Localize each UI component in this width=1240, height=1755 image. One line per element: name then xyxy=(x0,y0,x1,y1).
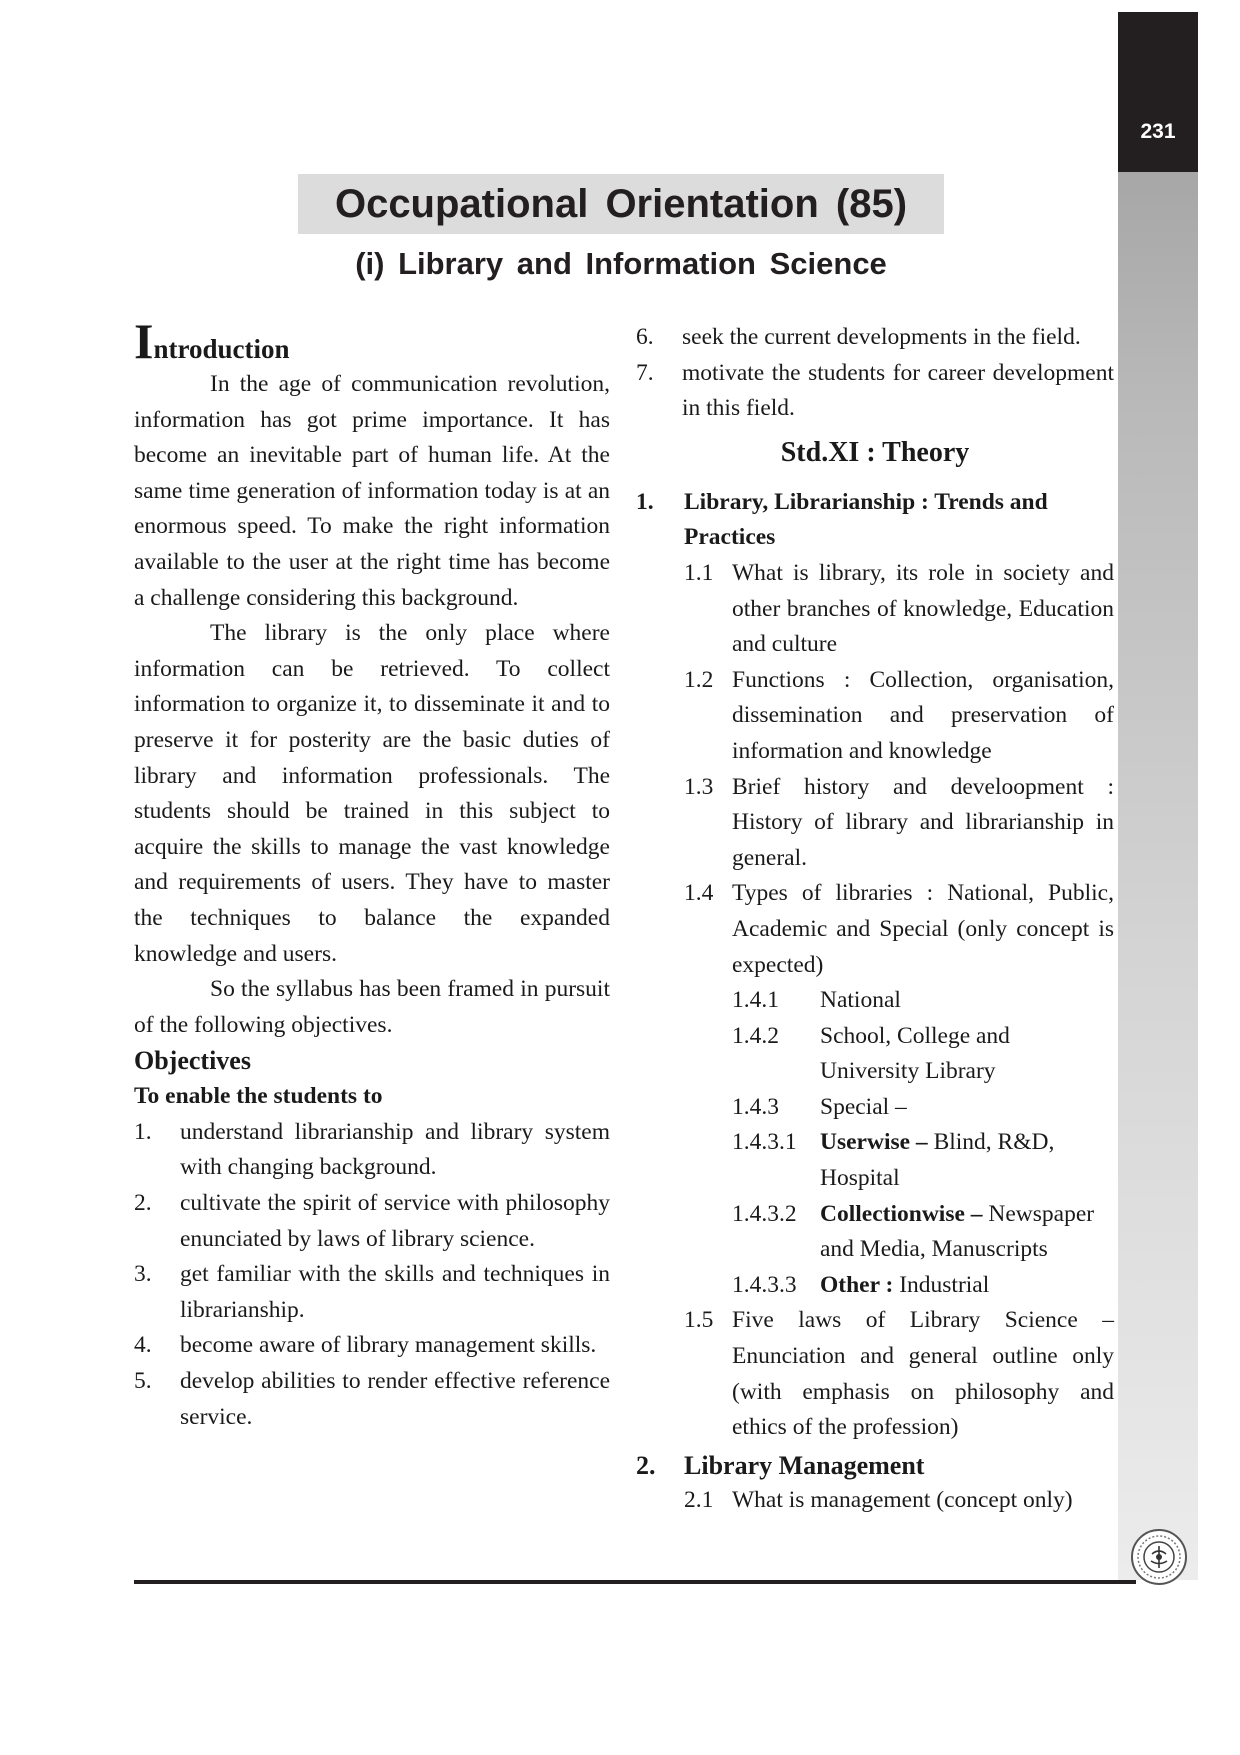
objective-number: 3. xyxy=(134,1261,152,1288)
subtopic-item xyxy=(732,1019,1114,1090)
introduction-heading xyxy=(134,313,610,369)
subtopic-bold-label: Userwise – xyxy=(820,1129,928,1156)
std-heading: Std.XI : Theory xyxy=(780,436,970,468)
objective-number: 7. xyxy=(636,359,654,386)
page-tab xyxy=(1118,12,1198,172)
subtopic-item xyxy=(732,983,1114,1019)
subtopic-bold-label: Other : xyxy=(820,1271,894,1298)
subtopic-text xyxy=(820,1125,1114,1196)
topic-text: Types of libraries : National, Public, Academic and Special (only concept is expected) xyxy=(732,880,1114,978)
page-subtitle: (i) Library and Information Science xyxy=(355,246,887,281)
subtopic-number: 1.4.3.3 xyxy=(732,1271,797,1298)
drop-cap: I xyxy=(134,313,154,369)
objective-number: 5. xyxy=(134,1368,152,1395)
topic-item xyxy=(684,770,1114,877)
page-title: Occupational Orientation (85) xyxy=(298,174,944,234)
topic-number: 1.3 xyxy=(684,773,714,800)
intro-paragraph: In the age of communication revolution, information has got prime importance. It has become an inevitable part of human life. At the same time generation of information today is at an enormous speed. To make the right information available to the user at the right time has become a challenge considering this background. xyxy=(134,371,610,611)
subtopic-text xyxy=(820,1197,1114,1268)
topic-item xyxy=(684,1483,1114,1519)
side-band xyxy=(1118,12,1198,1580)
subtopic-detail: Newspaper and Media, Manuscripts xyxy=(820,1200,1095,1263)
unit-number: 2. xyxy=(636,1450,656,1480)
subtopic-text: National xyxy=(820,987,901,1014)
topic-text: Functions : Collection, organisation, dissemination and preservation of information and knowledge xyxy=(732,666,1114,764)
unit-heading xyxy=(636,485,1114,556)
objective-item xyxy=(134,1257,610,1328)
objectives-lead: To enable the students to xyxy=(134,1083,383,1110)
objective-number: 1. xyxy=(134,1118,152,1145)
subtopic-number: 1.4.3.2 xyxy=(732,1200,797,1227)
topic-text: What is management (concept only) xyxy=(732,1487,1073,1514)
left-column xyxy=(134,313,610,1435)
intro-paragraph: The library is the only place where information can be retrieved. To collect information to organize it, to disseminate it and to preserve it for posterity are the basic duties of library and information professionals. The students should be trained in this subject to acquire the skills to manage the vast knowledge and requirements of users. They have to master the techniques to balance the expanded knowledge and users. xyxy=(134,620,610,967)
objectives-heading: Objectives xyxy=(134,1046,251,1076)
subtopic-bold-label: Collectionwise – xyxy=(820,1200,983,1227)
objective-text: become aware of library management skills. xyxy=(180,1332,597,1359)
objective-text: develop abilities to render effective reference service. xyxy=(180,1368,610,1430)
topic-text: Brief history and develoopment : History of library and librarianship in general. xyxy=(732,773,1114,871)
subtopic-number: 1.4.3 xyxy=(732,1093,779,1120)
topic-number: 1.4 xyxy=(684,880,714,907)
objective-item xyxy=(636,320,1114,356)
objective-text: get familiar with the skills and techniques in librarianship. xyxy=(180,1261,610,1323)
subtopic-item xyxy=(732,1268,1114,1304)
introduction-heading-text: ntroduction xyxy=(153,334,290,364)
topic-number: 1.2 xyxy=(684,666,714,693)
objective-item xyxy=(134,1186,610,1257)
objective-number: 2. xyxy=(134,1190,152,1217)
objective-number: 4. xyxy=(134,1332,152,1359)
objective-item xyxy=(636,356,1114,427)
topic-text: What is library, its role in society and other branches of knowledge, Education and culture xyxy=(732,559,1114,658)
topic-text: Five laws of Library Science – Enunciation and general outline only (with emphasis on philosophy and ethics of the profession) xyxy=(732,1307,1114,1441)
subtopic-detail: Industrial xyxy=(893,1271,990,1298)
objective-text: motivate the students for career development in this field. xyxy=(682,359,1114,422)
intro-paragraph: So the syllabus has been framed in pursuit of the following objectives. xyxy=(134,976,610,1038)
unit-title: Library, Librarianship : Trends and Practices xyxy=(684,488,1048,551)
subtopic-number: 1.4.2 xyxy=(732,1022,779,1049)
subtopic-text: School, College and University Library xyxy=(820,1022,1010,1085)
objective-text: seek the current developments in the field. xyxy=(682,324,1081,350)
objective-number: 6. xyxy=(636,324,654,350)
right-column xyxy=(636,320,1114,1519)
topic-item xyxy=(684,556,1114,663)
topic-item xyxy=(684,1303,1114,1445)
unit-title: Library Management xyxy=(684,1450,925,1480)
subtopic-text: Special – xyxy=(820,1093,907,1120)
topic-number: 1.5 xyxy=(684,1307,714,1334)
unit-heading xyxy=(636,1448,1114,1484)
objective-item xyxy=(134,1364,610,1435)
objective-text: cultivate the spirit of service with philosophy enunciated by laws of library science. xyxy=(180,1190,610,1252)
topic-item xyxy=(684,663,1114,770)
unit-number: 1. xyxy=(636,488,654,515)
subtopic-text xyxy=(820,1268,1114,1304)
topic-number: 2.1 xyxy=(684,1487,714,1514)
objective-text: understand librarianship and library system with changing background. xyxy=(180,1118,610,1181)
bottom-rule xyxy=(134,1580,1136,1584)
subtopic-number: 1.4.3.1 xyxy=(732,1129,797,1156)
subtopic-number: 1.4.1 xyxy=(732,987,779,1014)
objective-item xyxy=(134,1115,610,1186)
board-seal-icon xyxy=(1130,1528,1188,1586)
topic-number: 1.1 xyxy=(684,559,714,586)
subtopic-item xyxy=(732,1125,1114,1196)
subtopic-item xyxy=(732,1090,1114,1126)
subtopic-detail: Blind, R&D, Hospital xyxy=(820,1129,1055,1192)
page-number: 231 xyxy=(1140,120,1176,143)
topic-item xyxy=(684,876,1114,983)
subtopic-item xyxy=(732,1197,1114,1268)
objective-item xyxy=(134,1328,610,1364)
